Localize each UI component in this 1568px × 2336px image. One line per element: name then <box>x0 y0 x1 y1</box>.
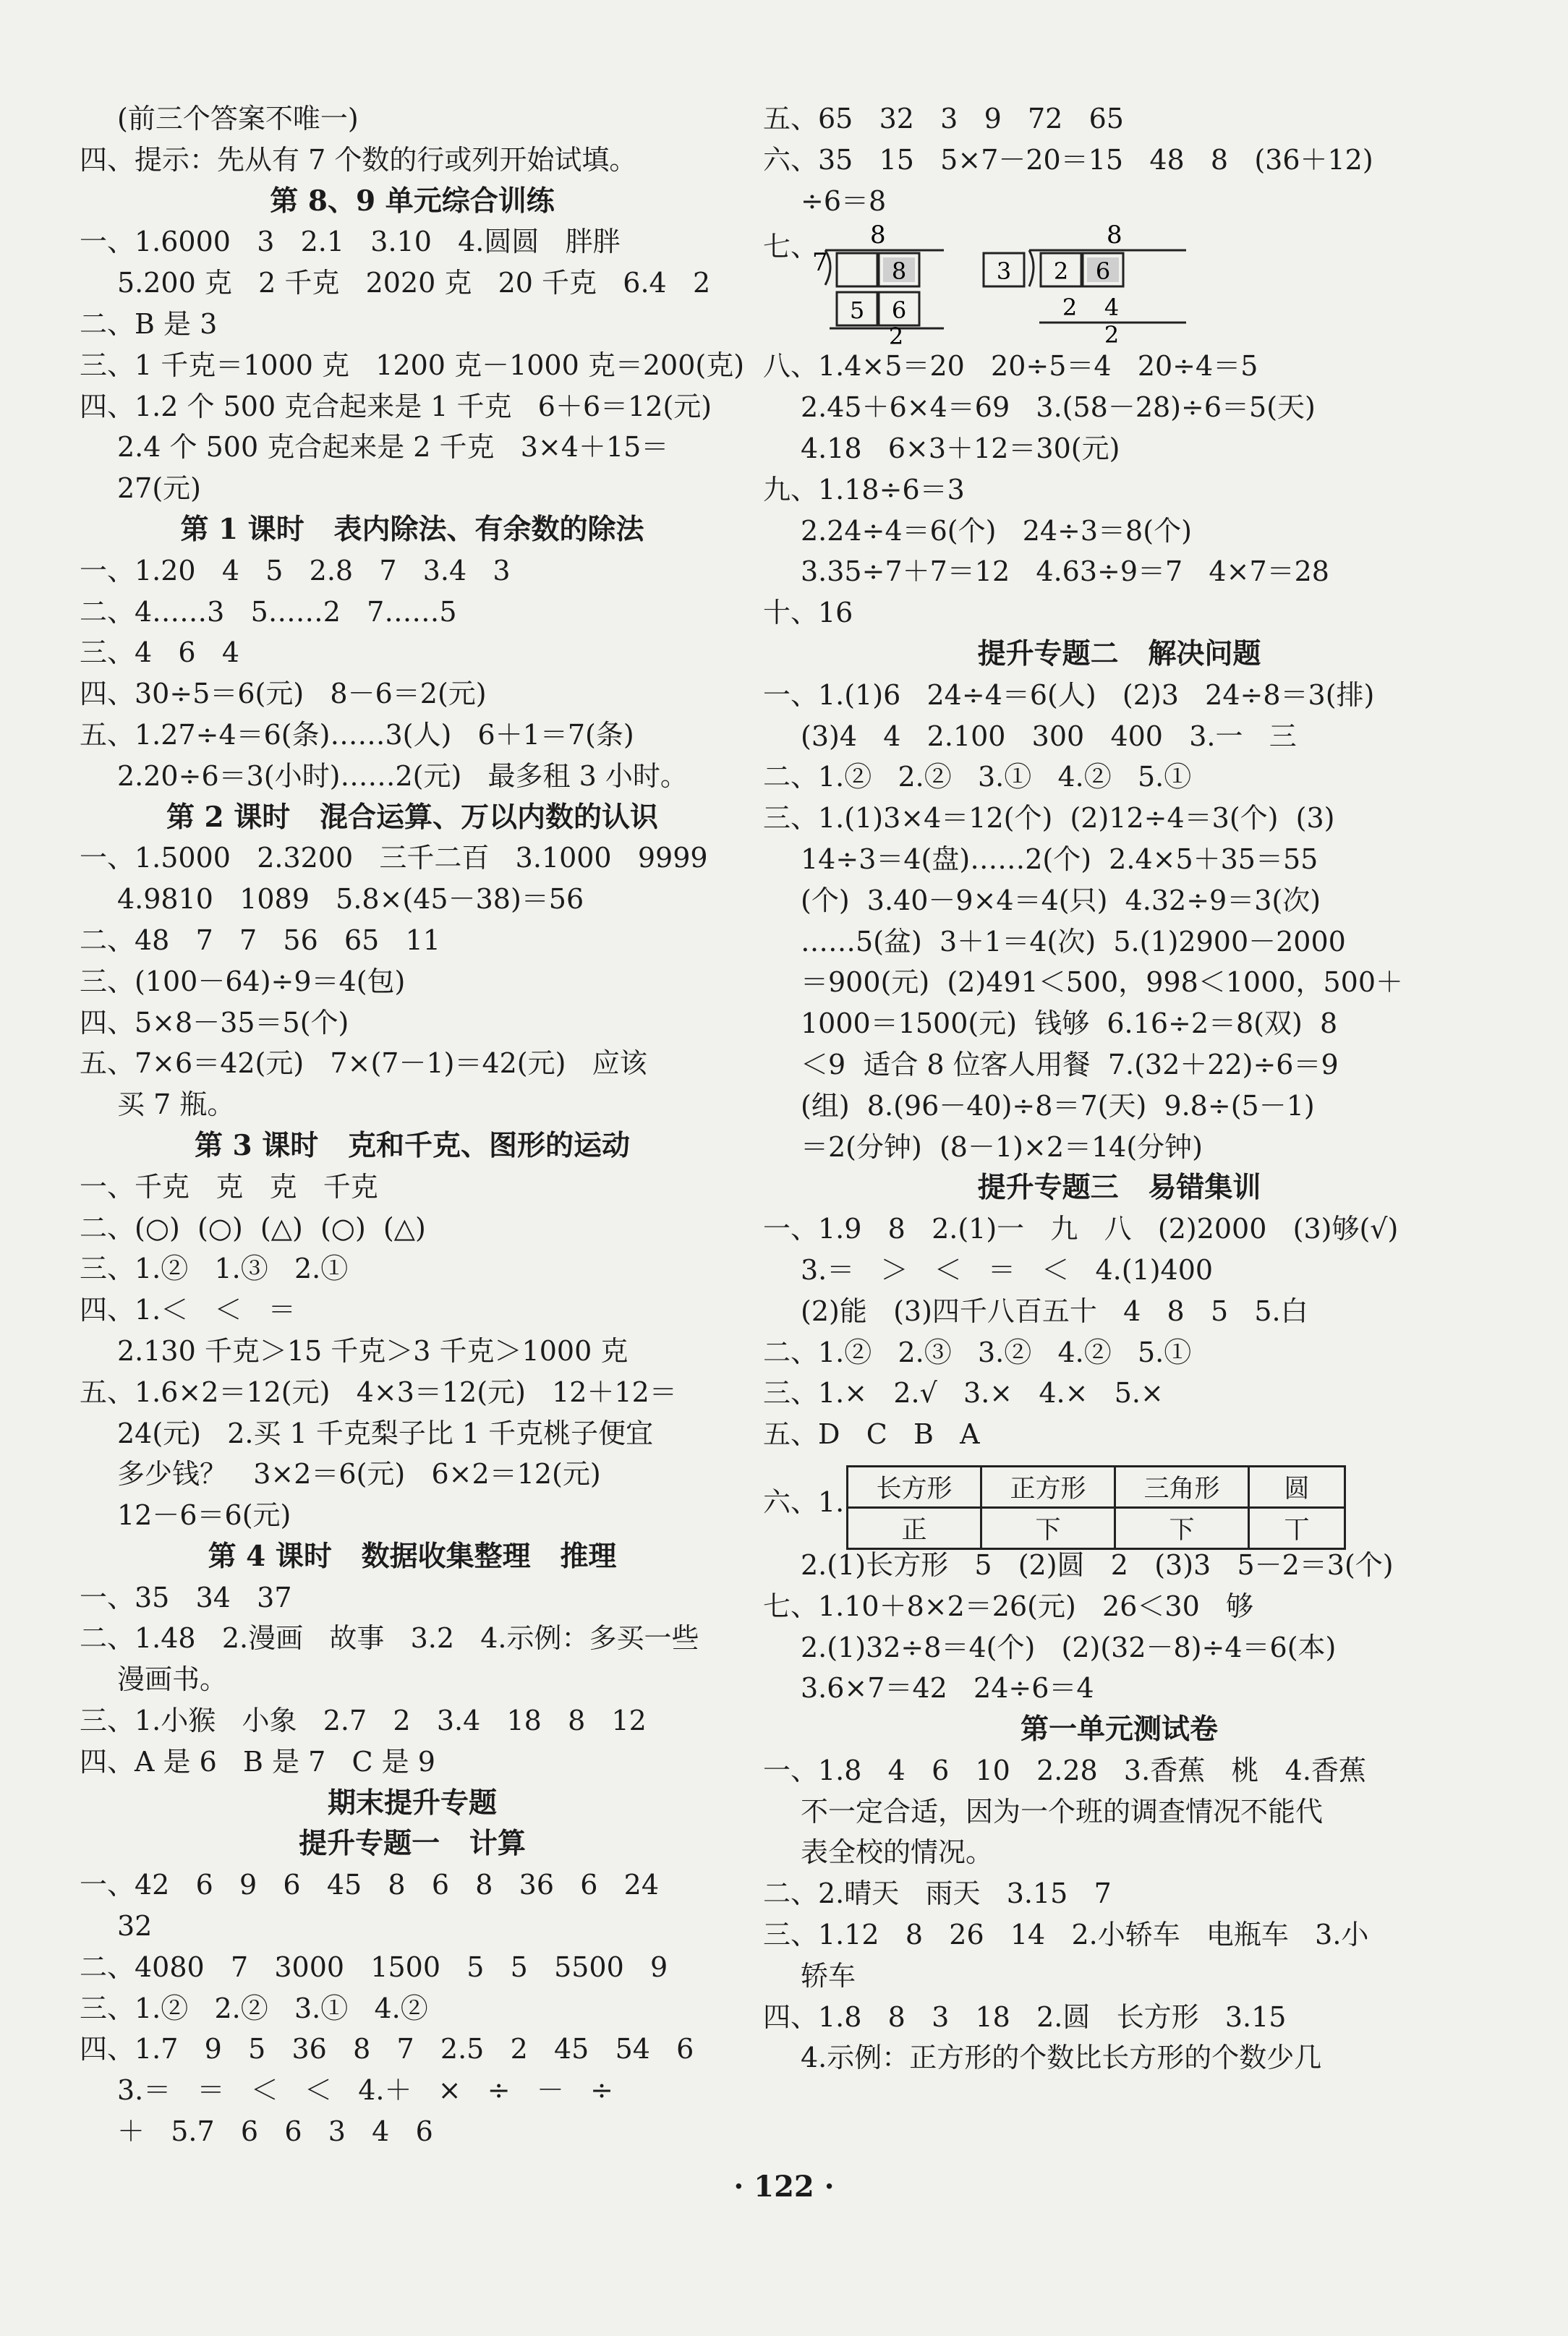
answer-line: (3)4 4 2.100 300 400 3.一 三 <box>801 720 1297 752</box>
section-heading: 第 2 课时 混合运算、万以内数的认识 <box>166 800 659 834</box>
answer-line: ＝2(分钟) (8－1)×2＝14(分钟) <box>801 1130 1203 1163</box>
answer-line: 二、1.48 2.漫画 故事 3.2 4.示例：多买一些 <box>80 1622 699 1655</box>
answer-line: (前三个答案不唯一) <box>117 103 359 135</box>
answer-line: 32 <box>117 1910 153 1943</box>
answer-line: 5.200 克 2 千克 2020 克 20 千克 6.4 2 <box>117 267 711 299</box>
left-remainder: 2 <box>888 323 904 346</box>
tally-header-row <box>848 1466 1345 1507</box>
tally-count-row <box>848 1507 1345 1548</box>
answer-line: 2.24÷4＝6(个) 24÷3＝8(个) <box>801 514 1192 547</box>
answer-line: 五、1.6×2＝12(元) 4×3＝12(元) 12＋12＝ <box>80 1376 677 1408</box>
right-product-digit-1: 2 <box>1062 294 1078 322</box>
answer-line: 二、B 是 3 <box>80 307 218 340</box>
answer-line: 2.(1)32÷8＝4(个) (2)(32－8)÷4＝6(本) <box>801 1631 1337 1663</box>
answer-line: 2.45＋6×4＝69 3.(58－28)÷6＝5(天) <box>801 391 1316 424</box>
answer-line: 三、1.② 2.② 3.① 4.② <box>80 1992 428 2024</box>
tally-count-triangle: 下 <box>1115 1507 1249 1548</box>
answer-line: 二、4……3 5……2 7……5 <box>80 595 457 628</box>
division-puzzle-figure <box>763 221 1269 346</box>
answer-line: 三、4 6 4 <box>80 636 240 669</box>
tally-question <box>763 1455 1475 1545</box>
right-remainder: 2 <box>1104 321 1120 346</box>
right-dividend-digit-1: 2 <box>1053 257 1069 286</box>
answer-line: 3.＝ ＞ ＜ ＝ ＜ 4.(1)400 <box>801 1253 1214 1286</box>
answer-line: (2)能 (3)四千八百五十 4 8 5 5.白 <box>801 1295 1308 1327</box>
section-heading: 期末提升专题 <box>327 1786 497 1820</box>
section-heading: 提升专题一 计算 <box>299 1827 526 1861</box>
answer-line: 十、16 <box>763 597 853 629</box>
division-puzzle-label: 七、 <box>763 231 819 263</box>
answer-line: 二、4080 7 3000 1500 5 5 5500 9 <box>80 1951 668 1983</box>
left-product-digit-1: 5 <box>849 297 865 325</box>
section-heading: 第 3 课时 克和千克、图形的运动 <box>194 1128 631 1162</box>
answer-line: 一、1.20 4 5 2.8 7 3.4 3 <box>80 554 511 587</box>
answer-line: (个) 3.40－9×4＝4(只) 4.32÷9＝3(次) <box>801 884 1321 916</box>
right-column-bottom <box>763 1545 1475 2079</box>
right-division-bracket <box>1029 250 1034 286</box>
answer-line: 一、1.6000 3 2.1 3.10 4.圆圆 胖胖 <box>80 226 621 258</box>
answer-line: ＋ 5.7 6 6 3 4 6 <box>117 2115 433 2148</box>
tally-header-square: 正方形 <box>981 1466 1115 1507</box>
answer-line: 27(元) <box>117 472 202 505</box>
answer-line: 1000＝1500(元) 钱够 6.16÷2＝8(双) 8 <box>801 1007 1338 1040</box>
answer-line: 3.35÷7＋7＝12 4.63÷9＝7 4×7＝28 <box>801 555 1329 588</box>
answer-line: 四、1.2 个 500 克合起来是 1 千克 6＋6＝12(元) <box>80 390 712 422</box>
tally-count-rectangle: 正 <box>848 1507 981 1548</box>
answer-line: (组) 8.(96－40)÷8＝7(天) 9.8÷(5－1) <box>801 1089 1315 1122</box>
answer-line: 八、1.4×5＝20 20÷5＝4 20÷4＝5 <box>763 350 1258 383</box>
answer-line: 4.示例：正方形的个数比长方形的个数少几 <box>801 2042 1322 2074</box>
answer-line: 买 7 瓶。 <box>117 1088 235 1121</box>
answer-line: 4.9810 1089 5.8×(45－38)＝56 <box>117 883 584 916</box>
left-product-digit-2: 6 <box>891 297 907 325</box>
tally-count-square: 下 <box>981 1507 1115 1548</box>
answer-line: 三、1.小猴 小象 2.7 2 3.4 18 8 12 <box>80 1705 647 1737</box>
section-heading: 第 4 课时 数据收集整理 推理 <box>208 1539 617 1573</box>
answer-line: 3.6×7＝42 24÷6＝4 <box>801 1672 1094 1705</box>
answer-line: ÷6＝8 <box>801 184 887 217</box>
answer-line: 四、1.8 8 3 18 2.圆 长方形 3.15 <box>763 2000 1287 2033</box>
answer-line: 24(元) 2.买 1 千克梨子比 1 千克桃子便宜 <box>117 1417 654 1449</box>
section-heading: 第 8、9 单元综合训练 <box>270 184 555 218</box>
answer-line: 三、1 千克＝1000 克 1200 克－1000 克＝200(克) <box>80 349 745 381</box>
section-heading: 第一单元测试卷 <box>1020 1713 1218 1747</box>
answer-line: 轿车 <box>801 1959 856 1992</box>
right-product-digit-2: 4 <box>1104 294 1120 322</box>
tally-header-circle: 圆 <box>1249 1466 1345 1507</box>
answer-line: 三、1.(1)3×4＝12(个) (2)12÷4＝3(个) (3) <box>763 802 1335 835</box>
answer-line: 一、1.8 4 6 10 2.28 3.香蕉 桃 4.香蕉 <box>763 1754 1366 1786</box>
answer-line: 二、48 7 7 56 65 11 <box>80 924 440 956</box>
answer-line: 2.4 个 500 克合起来是 2 千克 3×4＋15＝ <box>117 431 669 464</box>
tally-header-triangle: 三角形 <box>1115 1466 1249 1507</box>
left-quotient: 8 <box>870 221 886 250</box>
answer-line: 不一定合适，因为一个班的调查情况不能代 <box>801 1795 1324 1828</box>
answer-line: 四、A 是 6 B 是 7 C 是 9 <box>80 1745 435 1778</box>
answer-line: 一、千克 克 克 千克 <box>80 1170 378 1203</box>
right-column-middle <box>763 346 1475 1455</box>
division-puzzle <box>763 221 1475 346</box>
answer-line: 12－6＝6(元) <box>117 1499 291 1532</box>
right-column-top <box>763 98 1475 221</box>
tally-count-circle: 丅 <box>1249 1507 1345 1548</box>
right-dividend-digit-2: 6 <box>1095 257 1111 286</box>
left-divisor: 7 <box>812 248 828 278</box>
answer-line: 五、1.27÷4＝6(条)……3(人) 6＋1＝7(条) <box>80 718 634 751</box>
answer-line: 一、1.(1)6 24÷4＝6(人) (2)3 24÷8＝3(排) <box>763 678 1375 711</box>
answer-line: 七、1.10＋8×2＝26(元) 26＜30 够 <box>763 1590 1253 1622</box>
answer-line: ＝900(元) (2)491＜500，998＜1000，500＋ <box>801 966 1403 999</box>
tally-header-rectangle: 长方形 <box>848 1466 981 1507</box>
answer-line: 2.20÷6＝3(小时)……2(元) 最多租 3 小时。 <box>117 759 688 792</box>
answer-line: 14÷3＝4(盘)……2(个) 2.4×5＋35＝55 <box>801 843 1318 875</box>
answer-line: 三、1.× 2.√ 3.× 4.× 5.× <box>763 1377 1164 1410</box>
right-divisor: 3 <box>996 257 1012 286</box>
left-column <box>80 98 745 2152</box>
answer-line: 四、1.7 9 5 36 8 7 2.5 2 45 54 6 <box>80 2033 694 2066</box>
answer-line: 漫画书。 <box>117 1663 228 1696</box>
answer-line: 二、2.晴天 雨天 3.15 7 <box>763 1877 1112 1910</box>
answer-line: 4.18 6×3＋12＝30(元) <box>801 432 1120 464</box>
tally-table <box>846 1465 1346 1550</box>
answer-line: 四、1.＜ ＜ ＝ <box>80 1294 296 1326</box>
answer-line: 一、42 6 9 6 45 8 6 8 36 6 24 <box>80 1869 660 1901</box>
answer-line: 四、5×8－35＝5(个) <box>80 1006 349 1039</box>
answer-line: 表全校的情况。 <box>801 1836 994 1869</box>
answer-line: 多少钱？ 3×2＝6(元) 6×2＝12(元) <box>117 1458 601 1491</box>
answer-line: 三、1.② 1.③ 2.① <box>80 1253 349 1285</box>
answer-line: 一、1.5000 2.3200 三千二百 3.1000 9999 <box>80 842 708 874</box>
right-quotient: 8 <box>1107 221 1122 250</box>
answer-line: 二、(○) (○) (△) (○) (△) <box>80 1211 426 1244</box>
answer-line: 三、1.12 8 26 14 2.小轿车 电瓶车 3.小 <box>763 1919 1369 1951</box>
answer-line: ……5(盆) 3＋1＝4(次) 5.(1)2900－2000 <box>801 925 1346 958</box>
section-heading: 第 1 课时 表内除法、有余数的除法 <box>180 512 644 546</box>
right-column <box>763 98 1475 2079</box>
answer-line: 五、D C B A <box>763 1418 980 1451</box>
answer-line: 3.＝ ＝ ＜ ＜ 4.＋ × ÷ － ÷ <box>117 2074 613 2107</box>
answer-line: ＜9 适合 8 位客人用餐 7.(32＋22)÷6＝9 <box>801 1048 1339 1080</box>
answer-line: 五、7×6＝42(元) 7×(7－1)＝42(元) 应该 <box>80 1047 647 1080</box>
left-dividend-digit-2: 8 <box>891 257 907 286</box>
answer-line: 2.(1)长方形 5 (2)圆 2 (3)3 5－2＝3(个) <box>801 1548 1394 1581</box>
answer-line: 九、1.18÷6＝3 <box>763 473 965 506</box>
answer-line: 一、1.9 8 2.(1)一 九 八 (2)2000 (3)够(√) <box>763 1213 1399 1245</box>
answer-line: 一、35 34 37 <box>80 1581 292 1614</box>
answer-line: 二、1.② 2.② 3.① 4.② 5.① <box>763 761 1192 793</box>
answer-line: 五、65 32 3 9 72 65 <box>763 103 1124 135</box>
tally-label: 六、1. <box>763 1485 845 1518</box>
answer-line: 四、提示：先从有 7 个数的行或列开始试填。 <box>80 143 637 176</box>
left-dividend-box-1 <box>837 253 877 286</box>
answer-line: 三、(100－64)÷9＝4(包) <box>80 965 406 997</box>
section-heading: 提升专题二 解决问题 <box>977 636 1261 670</box>
answer-line: 二、1.② 2.③ 3.② 4.② 5.① <box>763 1336 1192 1368</box>
answer-line: 2.130 千克＞15 千克＞3 千克＞1000 克 <box>117 1334 629 1367</box>
page-number: · 122 · <box>733 2170 835 2204</box>
answer-line: 四、30÷5＝6(元) 8－6＝2(元) <box>80 678 487 710</box>
section-heading: 提升专题三 易错集训 <box>977 1171 1261 1205</box>
answer-line: 六、35 15 5×7－20＝15 48 8 (36＋12) <box>763 143 1373 176</box>
